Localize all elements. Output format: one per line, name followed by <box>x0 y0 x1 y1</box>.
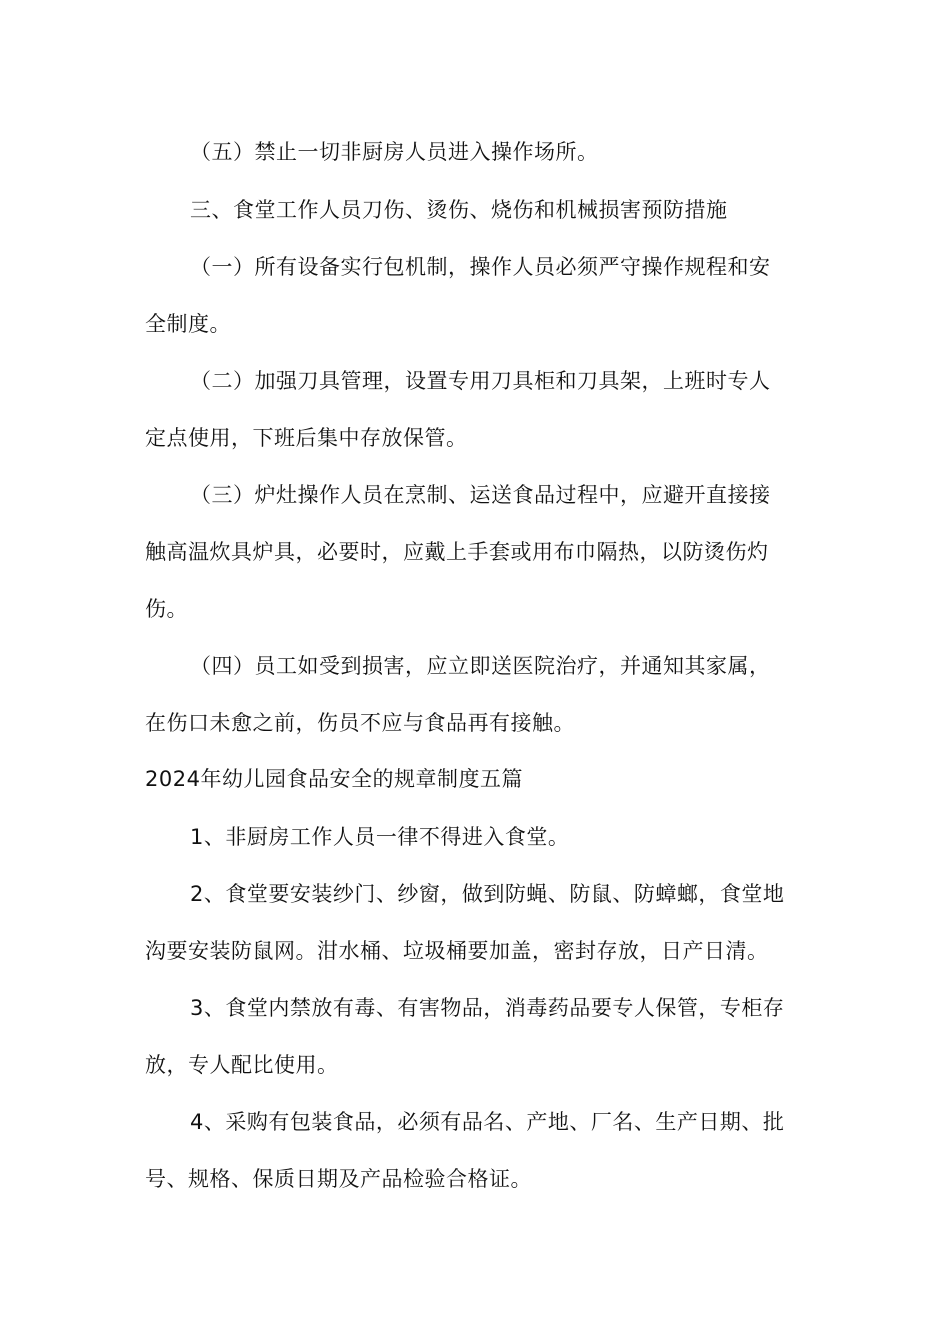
paragraph-line: 在伤口未愈之前，伤员不应与食品再有接触。 <box>145 711 575 735</box>
paragraph-line: （四）员工如受到损害，应立即送医院治疗，并通知其家属， <box>190 654 771 678</box>
section-heading: 三、食堂工作人员刀伤、烫伤、烧伤和机械损害预防措施 <box>190 198 728 222</box>
paragraph-line: 定点使用，下班后集中存放保管。 <box>145 426 468 450</box>
paragraph-line: 放，专人配比使用。 <box>145 1053 339 1077</box>
paragraph-line: （一）所有设备实行包机制，操作人员必须严守操作规程和安 <box>190 255 771 279</box>
list-item: 4、采购有包装食品，必须有品名、产地、厂名、生产日期、批 <box>190 1110 785 1134</box>
document-title: 2024年幼儿园食品安全的规章制度五篇 <box>145 767 523 791</box>
paragraph-line: 触高温炊具炉具，必要时，应戴上手套或用布巾隔热，以防烫伤灼 <box>145 540 769 564</box>
paragraph-line: 全制度。 <box>145 312 231 336</box>
paragraph-line: （三）炉灶操作人员在烹制、运送食品过程中，应避开直接接 <box>190 483 771 507</box>
paragraph-line: 号、规格、保质日期及产品检验合格证。 <box>145 1167 532 1191</box>
list-item: 1、非厨房工作人员一律不得进入食堂。 <box>190 825 570 849</box>
list-item: 3、食堂内禁放有毒、有害物品，消毒药品要专人保管，专柜存 <box>190 996 785 1020</box>
paragraph-line: 伤。 <box>145 597 188 621</box>
paragraph-line: 沟要安装防鼠网。泔水桶、垃圾桶要加盖，密封存放，日产日清。 <box>145 939 769 963</box>
list-item: 2、食堂要安装纱门、纱窗，做到防蝇、防鼠、防蟑螂，食堂地 <box>190 882 785 906</box>
paragraph-line: （五）禁止一切非厨房人员进入操作场所。 <box>190 140 599 164</box>
paragraph-line: （二）加强刀具管理，设置专用刀具柜和刀具架，上班时专人 <box>190 369 771 393</box>
